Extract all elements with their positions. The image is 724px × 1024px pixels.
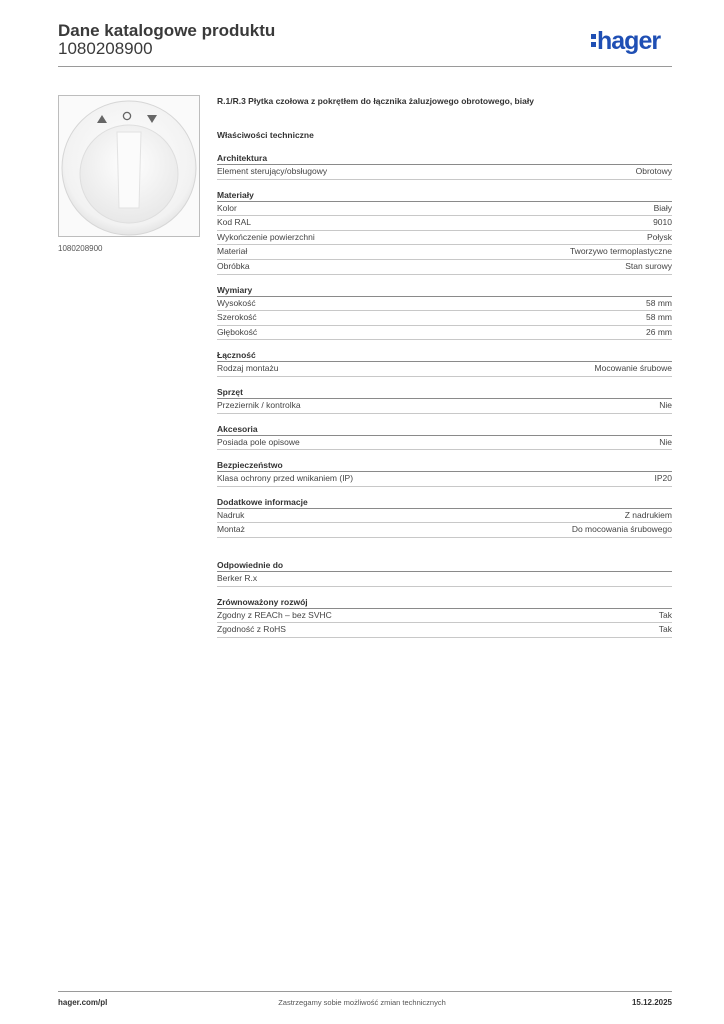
hager-logo[interactable] bbox=[591, 28, 660, 54]
spec-label: Zgodny z REACh – bez SVHC bbox=[217, 609, 332, 620]
spec-section bbox=[217, 496, 672, 538]
spec-value: 26 mm bbox=[646, 326, 672, 337]
section-title: Architektura bbox=[217, 152, 672, 165]
section-title: Wymiary bbox=[217, 284, 672, 297]
spec-section bbox=[217, 189, 672, 275]
section-title: Sprzęt bbox=[217, 386, 672, 399]
spec-section bbox=[217, 459, 672, 487]
spec-row bbox=[217, 245, 672, 260]
logo-text: hager bbox=[597, 27, 661, 55]
spec-section bbox=[217, 386, 672, 414]
spec-label: Wykończenie powierzchni bbox=[217, 231, 315, 242]
spec-value: Mocowanie śrubowe bbox=[594, 363, 672, 374]
image-caption: 1080208900 bbox=[58, 244, 103, 253]
spec-section bbox=[217, 559, 672, 587]
spec-row bbox=[217, 509, 672, 524]
section-title: Łączność bbox=[217, 349, 672, 362]
spec-value: Do mocowania śrubowego bbox=[571, 524, 672, 535]
page-title: Dane katalogowe produktu bbox=[58, 21, 276, 40]
spec-value: Z nadrukiem bbox=[624, 509, 672, 520]
spec-row bbox=[217, 231, 672, 246]
spec-section bbox=[217, 152, 672, 180]
spec-label: Berker R.x bbox=[217, 572, 258, 583]
spec-section bbox=[217, 284, 672, 341]
section-title: Dodatkowe informacje bbox=[217, 496, 672, 509]
spec-value: Połysk bbox=[646, 231, 672, 242]
spec-row bbox=[217, 436, 672, 451]
spec-label: Obróbka bbox=[217, 260, 250, 271]
spec-value: Biały bbox=[653, 202, 672, 213]
spec-label: Nadruk bbox=[217, 509, 245, 520]
additional-sections bbox=[217, 559, 672, 638]
spec-value: Stan surowy bbox=[625, 260, 672, 271]
spec-row bbox=[217, 216, 672, 231]
product-title: R.1/R.3 Płytka czołowa z pokrętłem do łącznika żaluzjowego obrotowego, biały bbox=[217, 96, 534, 106]
section-title: Akcesoria bbox=[217, 423, 672, 436]
spec-label: Materiał bbox=[217, 246, 248, 257]
spec-label: Element sterujący/obsługowy bbox=[217, 166, 328, 176]
spec-value: Nie bbox=[659, 436, 672, 447]
spec-value: Tak bbox=[658, 624, 672, 635]
spec-value: Nie bbox=[659, 399, 672, 410]
spec-section bbox=[217, 596, 672, 638]
spec-row bbox=[217, 297, 672, 312]
footer-website-link[interactable]: hager.com/pl bbox=[58, 998, 108, 1007]
section-title: Bezpieczeństwo bbox=[217, 459, 672, 472]
spec-value: 9010 bbox=[653, 217, 672, 228]
spec-row bbox=[217, 362, 672, 377]
spec-section bbox=[217, 349, 672, 377]
product-details bbox=[217, 95, 672, 647]
spec-label: Wysokość bbox=[217, 297, 256, 308]
product-number: 1080208900 bbox=[58, 39, 153, 58]
spec-row bbox=[217, 202, 672, 217]
spec-value: Tak bbox=[658, 609, 672, 620]
section-title: Zrównoważony rozwój bbox=[217, 596, 672, 609]
spec-value: 58 mm bbox=[646, 312, 672, 323]
spec-label: Zgodność z RoHS bbox=[217, 624, 286, 635]
spec-label: Posiada pole opisowe bbox=[217, 436, 300, 447]
section-title: Materiały bbox=[217, 189, 672, 202]
technical-sections bbox=[217, 152, 672, 538]
spec-row bbox=[217, 609, 672, 624]
spec-label: Szerokość bbox=[217, 312, 257, 323]
spec-label: Kolor bbox=[217, 202, 237, 213]
spec-label: Klasa ochrony przed wnikaniem (IP) bbox=[217, 473, 354, 484]
spec-row bbox=[217, 572, 672, 587]
spec-label: Rodzaj montażu bbox=[217, 363, 279, 374]
spec-row bbox=[217, 399, 672, 414]
rotary-knob-icon bbox=[59, 96, 199, 236]
spec-row bbox=[217, 311, 672, 326]
spec-label: Przeziernik / kontrolka bbox=[217, 399, 301, 410]
spec-row bbox=[217, 472, 672, 487]
header-divider bbox=[58, 66, 672, 67]
spec-row bbox=[217, 523, 672, 538]
spec-row bbox=[217, 260, 672, 275]
logo-dots-icon bbox=[591, 32, 596, 48]
spec-value: 58 mm bbox=[646, 297, 672, 308]
spec-value: Obrotowy bbox=[635, 166, 672, 176]
spec-row bbox=[217, 623, 672, 638]
spec-label: Montaż bbox=[217, 524, 245, 535]
spec-row bbox=[217, 165, 672, 180]
footer-disclaimer: Zastrzegamy sobie możliwość zmian technicznych bbox=[278, 998, 446, 1007]
technical-properties-heading: Właściwości techniczne bbox=[217, 130, 314, 140]
footer-divider bbox=[58, 991, 672, 992]
spec-section bbox=[217, 423, 672, 451]
product-image bbox=[58, 95, 200, 237]
spec-value: IP20 bbox=[654, 473, 672, 484]
spec-label: Głębokość bbox=[217, 326, 258, 337]
spec-label: Kod RAL bbox=[217, 217, 252, 228]
spec-value: Tworzywo termoplastyczne bbox=[569, 246, 672, 257]
spec-row bbox=[217, 326, 672, 341]
footer-date: 15.12.2025 bbox=[631, 998, 672, 1007]
section-title: Odpowiednie do bbox=[217, 559, 672, 572]
